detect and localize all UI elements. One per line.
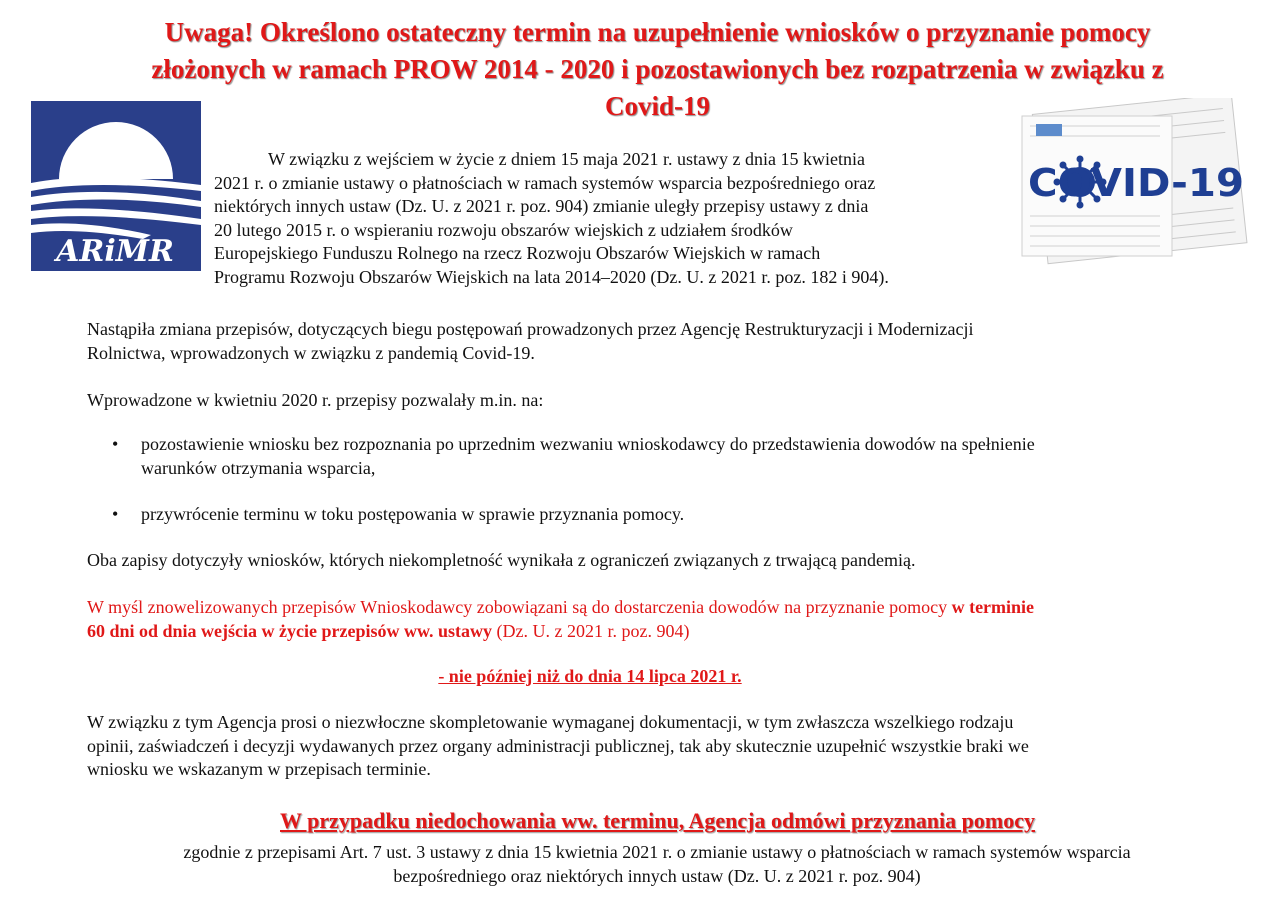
refusal-warning: W przypadku niedochowania ww. terminu, Agencja odmówi przyznania pomocy	[280, 808, 1035, 833]
bullet-list	[87, 433, 1227, 550]
regulation-change-paragraph	[87, 318, 1227, 365]
intro-line: niektórych innych ustaw (Dz. U. z 2021 r. poz. 904) zmianie uległy przepisy ustawy z dnia	[214, 196, 869, 216]
obligation-text: W myśl znowelizowanych przepisów Wnioskodawcy zobowiązani są do dostarczenia dowodów na przyznanie pomocy	[87, 597, 952, 617]
title-line: Uwaga! Określono ostateczny termin na uzupełnienie wniosków o przyznanie pomocy	[164, 17, 1151, 47]
covid-19-image	[1020, 98, 1252, 266]
pandemic-paragraph: Oba zapisy dotyczyły wniosków, których niekompletność wynikała z ograniczeń związanych z trwającą pandemią.	[87, 550, 916, 570]
legal-line: bezpośredniego oraz niektórych innych ustaw (Dz. U. z 2021 r. poz. 904)	[393, 866, 921, 886]
list-item-line: przywrócenie terminu w toku postępowania w sprawie przyznania pomocy.	[141, 504, 685, 524]
list-item	[87, 503, 1227, 527]
intro-line: Programu Rozwoju Obszarów Wiejskich na lata 2014–2020 (Dz. U. z 2021 r. poz. 182 i 904).	[214, 266, 889, 287]
paragraph-line: Rolnictwa, wprowadzonych w związku z pandemią Covid-19.	[87, 342, 535, 363]
list-item	[87, 433, 1227, 480]
intro-paragraph	[214, 148, 1024, 289]
paragraph-line: wniosku we wskazanym w przepisach terminie.	[87, 759, 431, 779]
arimr-logo	[31, 101, 201, 271]
intro-line: W związku z wejściem w życie z dniem 15 maja 2021 r. ustawy z dnia 15 kwietnia	[268, 149, 865, 169]
obligation-bold: w terminie	[951, 597, 1035, 617]
agency-request-paragraph	[87, 711, 1227, 782]
bullet-icon: •	[112, 504, 119, 524]
covid-19-text: COVID-19	[1028, 161, 1244, 205]
legal-line: zgodnie z przepisami Art. 7 ust. 3 ustawy z dnia 15 kwietnia 2021 r. o zmianie ustawy o płatnościach w ramach systemów wsparcia	[183, 842, 1131, 862]
paragraph-line: opinii, zaświadczeń i decyzji wydawanych przez organy administracji publicznej, tak aby skutecznie uzupełnić wszystkie braki we	[87, 735, 1029, 756]
paragraph-line: W związku z tym Agencja prosi o niezwłoczne skompletowanie wymaganej dokumentacji, w tym zwłaszcza wszelkiego rodzaju	[87, 712, 1014, 732]
title-line: Covid-19	[604, 91, 710, 121]
title-line: złożonych w ramach PROW 2014 - 2020 i pozostawionych bez rozpatrzenia w związku z	[151, 54, 1164, 84]
list-item-line: warunków otrzymania wsparcia,	[141, 457, 376, 478]
intro-line: Europejskiego Funduszu Rolnego na rzecz Rozwoju Obszarów Wiejskich w ramach	[214, 243, 821, 263]
deadline-notice: - nie później niż do dnia 14 lipca 2021 r.	[438, 666, 742, 686]
intro-line: 2021 r. o zmianie ustawy o płatnościach w ramach systemów wsparcia bezpośredniego oraz	[214, 172, 876, 193]
paragraph-line: Nastąpiła zmiana przepisów, dotyczących biegu postępowań prowadzonych przez Agencję Restrukturyzacji i Modernizacji	[87, 319, 974, 339]
bullet-icon: •	[112, 434, 119, 454]
obligation-paragraph	[87, 596, 1227, 643]
list-item-line: pozostawienie wniosku bez rozpoznania po uprzednim wezwaniu wnioskodawcy do przedstawienia dowodów na spełnienie	[141, 434, 1035, 454]
obligation-bold: 60 dni od dnia wejścia w życie przepisów ww. ustawy	[87, 620, 493, 641]
legal-basis	[57, 840, 1257, 888]
obligation-text: (Dz. U. z 2021 r. poz. 904)	[492, 620, 690, 641]
regulations-intro-paragraph: Wprowadzone w kwietniu 2020 r. przepisy pozwalały m.in. na:	[87, 390, 544, 410]
intro-line: 20 lutego 2015 r. o wspieraniu rozwoju obszarów wiejskich z udziałem środków	[214, 219, 793, 240]
arimr-logo-text: ARiMR	[56, 234, 174, 269]
